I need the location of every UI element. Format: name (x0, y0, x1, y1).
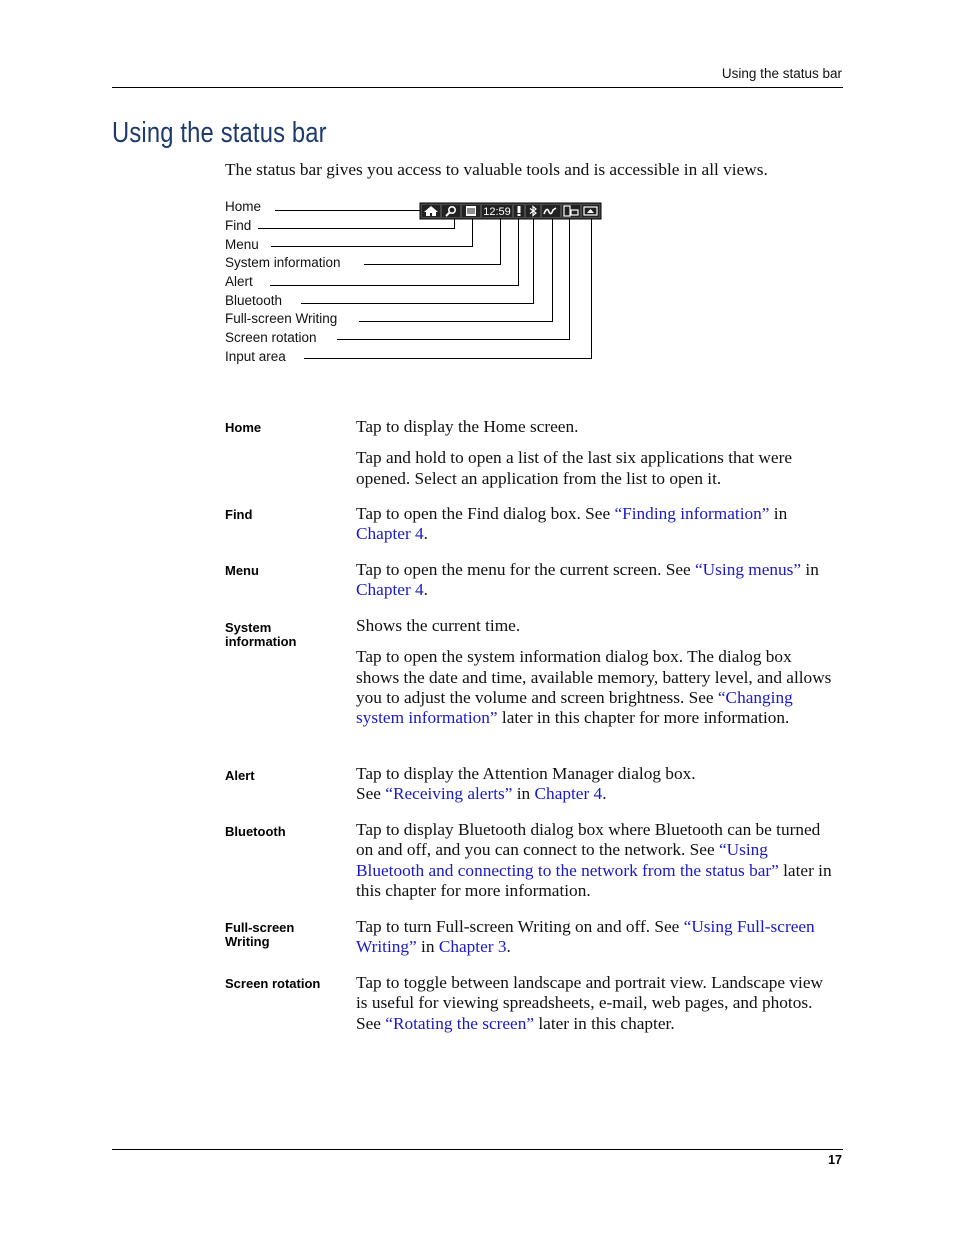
def-system-information (356, 616, 836, 739)
find-icon (442, 205, 460, 217)
leader-line-menu (271, 219, 473, 247)
intro-text: The status bar gives you access to valuable tools and is accessible in all views. (225, 160, 768, 179)
term-system-line1: System (225, 620, 272, 635)
screen-rotation-icon (562, 205, 580, 217)
def-home-p2: Tap and hold to open a list of the last six applications that were opened. Select an application from the list to open it. (356, 448, 792, 488)
alert-icon (514, 205, 524, 217)
home-icon (422, 205, 440, 217)
term-system-information (225, 621, 297, 649)
status-bar-illustration (0, 0, 954, 400)
leader-line-system-information (364, 219, 501, 265)
def-bluetooth-text-2: later in this chapter for more information. (356, 860, 832, 900)
term-menu: Menu (225, 563, 259, 578)
callout-label-full-screen-writing: Full-screen Writing (225, 311, 338, 326)
leader-line-input-area (304, 219, 592, 359)
term-home: Home (225, 420, 262, 435)
def-fullscreen-text-3: . (506, 937, 511, 957)
callout-label-home: Home (225, 199, 262, 214)
def-alert (356, 764, 836, 816)
callout-label-find: Find (225, 218, 252, 233)
def-system-p1: Shows the current time. (356, 616, 521, 635)
def-full-screen-writing (356, 917, 836, 969)
clock-text: 12:59 (483, 206, 511, 218)
callout-label-menu: Menu (225, 237, 259, 252)
def-menu (356, 560, 836, 612)
term-system-line2: information (225, 634, 297, 649)
def-find (356, 504, 836, 556)
full-screen-writing-icon (542, 205, 560, 217)
callout-label-system-information: System information (225, 255, 341, 270)
def-find-text-3: . (423, 524, 428, 544)
def-rotation-text: Tap to toggle between landscape and portrait view. Landscape view is useful for viewing spreadsheets, e-mail, web pages, and photos. See (356, 973, 823, 1033)
def-home (356, 417, 836, 500)
term-find: Find (225, 507, 253, 522)
def-screen-rotation (356, 973, 836, 1045)
def-menu-text-2: in (801, 560, 819, 579)
link-changing-system-information[interactable]: “Changing system information” (356, 687, 793, 728)
def-menu-text-3: . (423, 580, 428, 600)
input-area-icon (582, 205, 599, 217)
term-alert: Alert (225, 768, 255, 783)
link-receiving-alerts[interactable]: “Receiving alerts” (385, 784, 513, 804)
leader-line-full-screen-writing (359, 219, 553, 322)
link-using-full-screen-writing[interactable]: “Using Full-screen Writing” (356, 917, 815, 957)
def-alert-text: Tap to display the Attention Manager dialog box. (356, 764, 696, 783)
callout-label-input-area: Input area (225, 349, 286, 364)
footer-rule (112, 1149, 843, 1150)
leader-line-bluetooth (301, 219, 534, 304)
running-head: Using the status bar (721, 66, 842, 81)
def-home-p1: Tap to display the Home screen. (356, 417, 579, 436)
def-system-text: Tap to open the system information dialog box. The dialog box shows the date and time, available memory, battery level, and allows you to adjust the volume and screen brightness. See (356, 647, 832, 707)
def-find-text: Tap to open the Find dialog box. See (356, 504, 615, 523)
link-using-menus[interactable]: “Using menus” (695, 560, 802, 579)
def-fullscreen-text-2: in (416, 937, 439, 957)
def-rotation-text-2: later in this chapter. (534, 1013, 675, 1033)
system-info-clock (482, 205, 512, 218)
term-fullscreen-line2: Writing (225, 934, 270, 949)
def-alert-text-3: in (512, 784, 535, 804)
menu-icon (462, 205, 480, 217)
page-number: 17 (828, 1153, 842, 1167)
link-rotating-the-screen[interactable]: “Rotating the screen” (385, 1013, 535, 1033)
leader-lines (258, 211, 592, 359)
term-fullscreen-line1: Full-screen (225, 920, 295, 935)
leader-line-find (258, 219, 455, 229)
link-chapter-4[interactable]: Chapter 4 (534, 784, 603, 804)
bluetooth-icon (526, 205, 540, 217)
term-screen-rotation: Screen rotation (225, 976, 321, 991)
page-title: Using the status bar (112, 117, 327, 149)
def-system-text-2: later in this chapter for more information. (497, 708, 790, 728)
def-fullscreen-text: Tap to turn Full-screen Writing on and off. See (356, 917, 684, 936)
link-chapter-4[interactable]: Chapter 4 (356, 580, 424, 600)
def-bluetooth (356, 820, 836, 912)
def-menu-text: Tap to open the menu for the current screen. See (356, 560, 696, 579)
term-bluetooth: Bluetooth (225, 824, 286, 839)
link-chapter-3[interactable]: Chapter 3 (438, 937, 507, 957)
callout-label-bluetooth: Bluetooth (225, 293, 283, 308)
link-chapter-4[interactable]: Chapter 4 (356, 524, 424, 544)
def-alert-text-4: . (602, 784, 607, 804)
def-find-text-2: in (769, 504, 788, 523)
callout-label-alert: Alert (225, 274, 253, 289)
link-finding-information[interactable]: “Finding information” (614, 504, 770, 523)
callout-label-screen-rotation: Screen rotation (225, 330, 317, 345)
link-using-bluetooth[interactable]: “Using Bluetooth and connecting to the network from the status bar” (356, 840, 779, 880)
term-full-screen-writing (225, 921, 294, 949)
def-alert-text-2: See (356, 784, 386, 804)
def-bluetooth-text: Tap to display Bluetooth dialog box where Bluetooth can be turned on and off, and you can connect to the network. See (356, 820, 821, 860)
